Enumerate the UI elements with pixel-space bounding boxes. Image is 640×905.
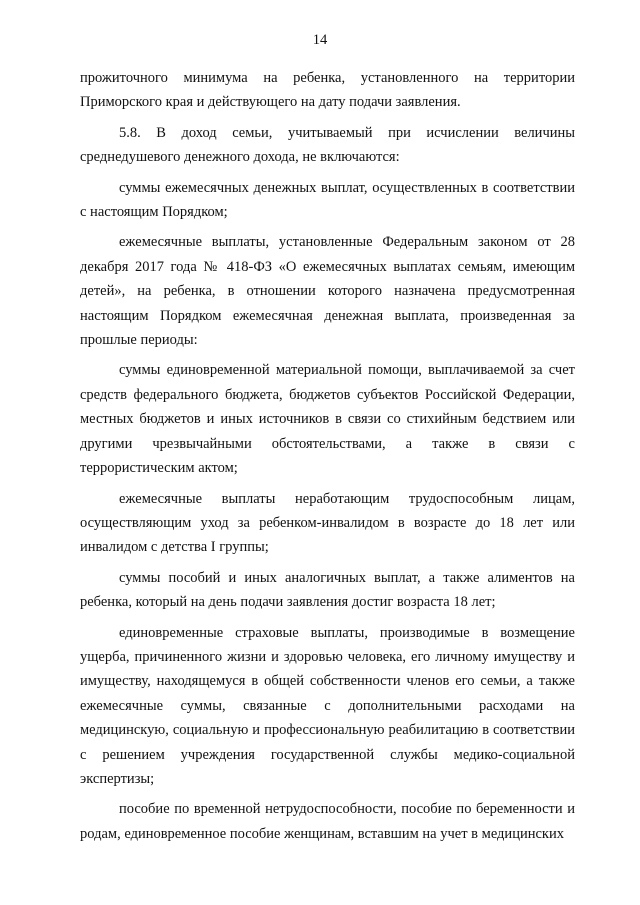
paragraph-clause-5-8: 5.8. В доход семьи, учитываемый при исчислении величины среднедушевого денежного дохода, не включаются: <box>80 124 575 166</box>
paragraph-item: суммы единовременной материальной помощи, выплачиваемой за счет средств федерального бюджета, бюджетов субъектов Российской Федерации, местных бюджетов и иных источников в связи со стихийным бедствием или другими чрезвычайными обстоятельствами, а также в связи с террористическим актом; <box>80 362 575 477</box>
paragraph-item: суммы ежемесячных денежных выплат, осуществленных в соответствии с настоящим Порядком; <box>80 179 575 221</box>
page-number: 14 <box>312 32 328 48</box>
paragraph-continuation: прожиточного минимума на ребенка, установленного на территории Приморского края и действующего на дату подачи заявления. <box>80 70 575 111</box>
paragraph-item: ежемесячные выплаты неработающим трудоспособным лицам, осуществляющим уход за ребенком-инвалидом в возрасте до 18 лет или инвалидом с детства I группы; <box>80 490 575 556</box>
paragraph-item: единовременные страховые выплаты, производимые в возмещение ущерба, причиненного жизни и здоровью человека, его личному имуществу и имуществу, находящемуся в общей собственности членов его семьи, а также ежемесячные суммы, связанные с дополнительными расходами на медицинскую, социальную и профессиональную реабилитацию в соответствии с решением учреждения государственной службы медико-социальной экспертизы; <box>80 624 575 787</box>
document-body <box>80 66 575 846</box>
paragraph-item: ежемесячные выплаты, установленные Федеральным законом от 28 декабря 2017 года № 418-ФЗ «О ежемесячных выплатах семьям, имеющим детей», на ребенка, в отношении которого назначена предусмотренная настоящим Порядком ежемесячная денежная выплата, произведенная за прошлые периоды: <box>80 234 575 349</box>
paragraph-item: пособие по временной нетрудоспособности, пособие по беременности и родам, единовременное пособие женщинам, вставшим на учет в медицинских <box>80 801 575 842</box>
paragraph-item: суммы пособий и иных аналогичных выплат, а также алиментов на ребенка, который на день подачи заявления достиг возраста 18 лет; <box>80 569 575 611</box>
